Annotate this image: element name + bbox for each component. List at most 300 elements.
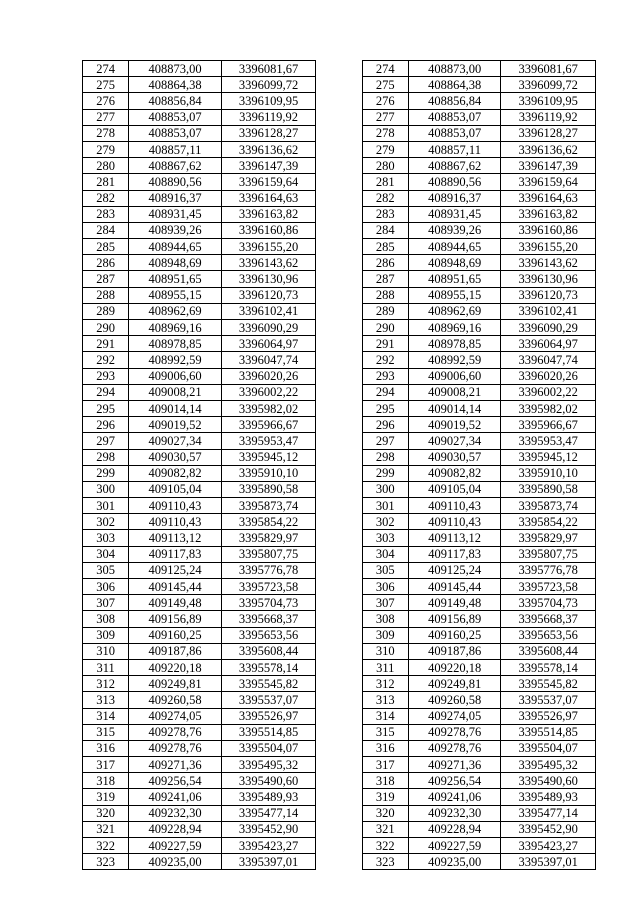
right-x-coordinate-cell: 409105,04 <box>408 481 501 497</box>
left-x-coordinate-cell: 409260,58 <box>129 692 222 708</box>
left-y-coordinate-cell: 3396136,62 <box>221 141 316 157</box>
right-y-coordinate-cell: 3395545,82 <box>501 676 596 692</box>
table-row <box>83 255 596 271</box>
left-x-coordinate-cell: 409241,06 <box>129 789 222 805</box>
table-row <box>83 336 596 352</box>
right-y-coordinate-cell: 3396143,62 <box>501 255 596 271</box>
right-x-coordinate-cell: 409260,58 <box>408 692 501 708</box>
right-y-coordinate-cell: 3395945,12 <box>501 449 596 465</box>
right-y-coordinate-cell: 3396164,63 <box>501 190 596 206</box>
spacer-cell <box>316 595 362 611</box>
table-row <box>83 465 596 481</box>
left-x-coordinate-cell: 408962,69 <box>129 303 222 319</box>
spacer-cell <box>316 384 362 400</box>
right-y-coordinate-cell: 3395477,14 <box>501 805 596 821</box>
left-x-coordinate-cell: 408944,65 <box>129 239 222 255</box>
left-x-coordinate-cell: 409082,82 <box>129 465 222 481</box>
right-y-coordinate-cell: 3396102,41 <box>501 303 596 319</box>
left-y-coordinate-cell: 3395537,07 <box>221 692 316 708</box>
left-x-coordinate-cell: 409117,83 <box>129 546 222 562</box>
spacer-cell <box>316 627 362 643</box>
left-y-coordinate-cell: 3395653,56 <box>221 627 316 643</box>
left-x-coordinate-cell: 409145,44 <box>129 579 222 595</box>
right-point-number-cell: 298 <box>362 449 408 465</box>
right-point-number-cell: 313 <box>362 692 408 708</box>
left-y-coordinate-cell: 3395514,85 <box>221 724 316 740</box>
left-y-coordinate-cell: 3396047,74 <box>221 352 316 368</box>
table-row <box>83 838 596 854</box>
right-x-coordinate-cell: 408916,37 <box>408 190 501 206</box>
right-point-number-cell: 317 <box>362 757 408 773</box>
left-point-number-cell: 299 <box>83 465 129 481</box>
right-y-coordinate-cell: 3396136,62 <box>501 141 596 157</box>
left-y-coordinate-cell: 3395397,01 <box>221 854 316 870</box>
left-x-coordinate-cell: 408916,37 <box>129 190 222 206</box>
spacer-cell <box>316 676 362 692</box>
left-point-number-cell: 291 <box>83 336 129 352</box>
right-point-number-cell: 319 <box>362 789 408 805</box>
table-row <box>83 514 596 530</box>
left-y-coordinate-cell: 3396119,92 <box>221 109 316 125</box>
left-point-number-cell: 283 <box>83 206 129 222</box>
right-y-coordinate-cell: 3395452,90 <box>501 821 596 837</box>
left-x-coordinate-cell: 409149,48 <box>129 595 222 611</box>
right-point-number-cell: 308 <box>362 611 408 627</box>
spacer-cell <box>316 61 362 77</box>
spacer-cell <box>316 659 362 675</box>
left-y-coordinate-cell: 3396120,73 <box>221 287 316 303</box>
right-point-number-cell: 276 <box>362 93 408 109</box>
table-row <box>83 206 596 222</box>
left-x-coordinate-cell: 408992,59 <box>129 352 222 368</box>
left-x-coordinate-cell: 409027,34 <box>129 433 222 449</box>
left-x-coordinate-cell: 409113,12 <box>129 530 222 546</box>
left-point-number-cell: 288 <box>83 287 129 303</box>
spacer-cell <box>316 643 362 659</box>
spacer-cell <box>316 740 362 756</box>
right-point-number-cell: 323 <box>362 854 408 870</box>
left-y-coordinate-cell: 3395723,58 <box>221 579 316 595</box>
spacer-cell <box>316 530 362 546</box>
left-x-coordinate-cell: 409030,57 <box>129 449 222 465</box>
left-point-number-cell: 286 <box>83 255 129 271</box>
right-y-coordinate-cell: 3395873,74 <box>501 498 596 514</box>
right-point-number-cell: 321 <box>362 821 408 837</box>
right-x-coordinate-cell: 408939,26 <box>408 222 501 238</box>
right-x-coordinate-cell: 409030,57 <box>408 449 501 465</box>
left-point-number-cell: 314 <box>83 708 129 724</box>
spacer-cell <box>316 514 362 530</box>
right-x-coordinate-cell: 408978,85 <box>408 336 501 352</box>
right-point-number-cell: 288 <box>362 287 408 303</box>
right-x-coordinate-cell: 409145,44 <box>408 579 501 595</box>
left-point-number-cell: 274 <box>83 61 129 77</box>
right-y-coordinate-cell: 3395953,47 <box>501 433 596 449</box>
left-point-number-cell: 305 <box>83 562 129 578</box>
right-point-number-cell: 278 <box>362 125 408 141</box>
spacer-cell <box>316 465 362 481</box>
left-x-coordinate-cell: 409232,30 <box>129 805 222 821</box>
right-point-number-cell: 304 <box>362 546 408 562</box>
left-point-number-cell: 306 <box>83 579 129 595</box>
spacer-cell <box>316 190 362 206</box>
left-x-coordinate-cell: 408955,15 <box>129 287 222 303</box>
right-y-coordinate-cell: 3396090,29 <box>501 320 596 336</box>
right-x-coordinate-cell: 409232,30 <box>408 805 501 821</box>
right-x-coordinate-cell: 409082,82 <box>408 465 501 481</box>
right-x-coordinate-cell: 409241,06 <box>408 789 501 805</box>
spacer-cell <box>316 255 362 271</box>
table-row <box>83 125 596 141</box>
right-x-coordinate-cell: 409160,25 <box>408 627 501 643</box>
left-point-number-cell: 322 <box>83 838 129 854</box>
left-point-number-cell: 285 <box>83 239 129 255</box>
right-y-coordinate-cell: 3395495,32 <box>501 757 596 773</box>
table-row <box>83 595 596 611</box>
left-point-number-cell: 307 <box>83 595 129 611</box>
right-y-coordinate-cell: 3395653,56 <box>501 627 596 643</box>
left-x-coordinate-cell: 409249,81 <box>129 676 222 692</box>
right-x-coordinate-cell: 409227,59 <box>408 838 501 854</box>
right-point-number-cell: 283 <box>362 206 408 222</box>
right-point-number-cell: 296 <box>362 417 408 433</box>
right-x-coordinate-cell: 408873,00 <box>408 61 501 77</box>
left-point-number-cell: 316 <box>83 740 129 756</box>
left-point-number-cell: 275 <box>83 77 129 93</box>
right-x-coordinate-cell: 409271,36 <box>408 757 501 773</box>
left-point-number-cell: 284 <box>83 222 129 238</box>
left-y-coordinate-cell: 3395910,10 <box>221 465 316 481</box>
spacer-cell <box>316 77 362 93</box>
table-row <box>83 676 596 692</box>
left-point-number-cell: 287 <box>83 271 129 287</box>
left-x-coordinate-cell: 409228,94 <box>129 821 222 837</box>
right-y-coordinate-cell: 3396002,22 <box>501 384 596 400</box>
right-point-number-cell: 297 <box>362 433 408 449</box>
right-x-coordinate-cell: 408944,65 <box>408 239 501 255</box>
left-y-coordinate-cell: 3396155,20 <box>221 239 316 255</box>
right-y-coordinate-cell: 3396120,73 <box>501 287 596 303</box>
left-point-number-cell: 280 <box>83 158 129 174</box>
right-x-coordinate-cell: 408864,38 <box>408 77 501 93</box>
left-x-coordinate-cell: 408948,69 <box>129 255 222 271</box>
table-row <box>83 611 596 627</box>
left-point-number-cell: 281 <box>83 174 129 190</box>
left-x-coordinate-cell: 409105,04 <box>129 481 222 497</box>
right-x-coordinate-cell: 409027,34 <box>408 433 501 449</box>
right-x-coordinate-cell: 409110,43 <box>408 514 501 530</box>
right-y-coordinate-cell: 3395608,44 <box>501 643 596 659</box>
right-point-number-cell: 306 <box>362 579 408 595</box>
spacer-cell <box>316 141 362 157</box>
left-x-coordinate-cell: 409235,00 <box>129 854 222 870</box>
left-y-coordinate-cell: 3396090,29 <box>221 320 316 336</box>
left-point-number-cell: 313 <box>83 692 129 708</box>
left-y-coordinate-cell: 3396020,26 <box>221 368 316 384</box>
right-point-number-cell: 290 <box>362 320 408 336</box>
table-row <box>83 174 596 190</box>
left-y-coordinate-cell: 3396159,64 <box>221 174 316 190</box>
left-point-number-cell: 320 <box>83 805 129 821</box>
right-x-coordinate-cell: 409256,54 <box>408 773 501 789</box>
right-point-number-cell: 316 <box>362 740 408 756</box>
left-y-coordinate-cell: 3395854,22 <box>221 514 316 530</box>
left-x-coordinate-cell: 409110,43 <box>129 514 222 530</box>
right-point-number-cell: 300 <box>362 481 408 497</box>
left-y-coordinate-cell: 3395545,82 <box>221 676 316 692</box>
table-row <box>83 93 596 109</box>
right-x-coordinate-cell: 409278,76 <box>408 724 501 740</box>
left-x-coordinate-cell: 408951,65 <box>129 271 222 287</box>
right-y-coordinate-cell: 3396147,39 <box>501 158 596 174</box>
right-point-number-cell: 279 <box>362 141 408 157</box>
table-row <box>83 821 596 837</box>
left-point-number-cell: 318 <box>83 773 129 789</box>
right-x-coordinate-cell: 409014,14 <box>408 400 501 416</box>
left-x-coordinate-cell: 409256,54 <box>129 773 222 789</box>
right-y-coordinate-cell: 3396099,72 <box>501 77 596 93</box>
right-x-coordinate-cell: 408867,62 <box>408 158 501 174</box>
table-row <box>83 400 596 416</box>
right-point-number-cell: 287 <box>362 271 408 287</box>
left-y-coordinate-cell: 3395423,27 <box>221 838 316 854</box>
left-y-coordinate-cell: 3395982,02 <box>221 400 316 416</box>
right-y-coordinate-cell: 3396163,82 <box>501 206 596 222</box>
right-point-number-cell: 299 <box>362 465 408 481</box>
left-y-coordinate-cell: 3395608,44 <box>221 643 316 659</box>
left-x-coordinate-cell: 409125,24 <box>129 562 222 578</box>
table-row <box>83 481 596 497</box>
spacer-cell <box>316 206 362 222</box>
spacer-cell <box>316 789 362 805</box>
left-y-coordinate-cell: 3395953,47 <box>221 433 316 449</box>
left-y-coordinate-cell: 3395490,60 <box>221 773 316 789</box>
right-point-number-cell: 293 <box>362 368 408 384</box>
right-point-number-cell: 301 <box>362 498 408 514</box>
spacer-cell <box>316 320 362 336</box>
table-row <box>83 854 596 870</box>
right-y-coordinate-cell: 3396128,27 <box>501 125 596 141</box>
left-x-coordinate-cell: 408890,56 <box>129 174 222 190</box>
right-y-coordinate-cell: 3395489,93 <box>501 789 596 805</box>
left-y-coordinate-cell: 3395578,14 <box>221 659 316 675</box>
right-point-number-cell: 314 <box>362 708 408 724</box>
table-row <box>83 789 596 805</box>
right-x-coordinate-cell: 409235,00 <box>408 854 501 870</box>
spacer-cell <box>316 158 362 174</box>
left-x-coordinate-cell: 409271,36 <box>129 757 222 773</box>
right-point-number-cell: 303 <box>362 530 408 546</box>
spacer-cell <box>316 805 362 821</box>
left-y-coordinate-cell: 3395776,78 <box>221 562 316 578</box>
left-x-coordinate-cell: 408978,85 <box>129 336 222 352</box>
spacer-cell <box>316 579 362 595</box>
right-y-coordinate-cell: 3395490,60 <box>501 773 596 789</box>
spacer-cell <box>316 417 362 433</box>
table-row <box>83 724 596 740</box>
left-point-number-cell: 304 <box>83 546 129 562</box>
right-point-number-cell: 289 <box>362 303 408 319</box>
left-x-coordinate-cell: 409187,86 <box>129 643 222 659</box>
left-x-coordinate-cell: 409278,76 <box>129 724 222 740</box>
right-y-coordinate-cell: 3395578,14 <box>501 659 596 675</box>
left-point-number-cell: 293 <box>83 368 129 384</box>
right-y-coordinate-cell: 3395982,02 <box>501 400 596 416</box>
spacer-cell <box>316 498 362 514</box>
right-x-coordinate-cell: 409008,21 <box>408 384 501 400</box>
left-y-coordinate-cell: 3396128,27 <box>221 125 316 141</box>
table-row <box>83 190 596 206</box>
left-x-coordinate-cell: 409278,76 <box>129 740 222 756</box>
left-x-coordinate-cell: 408856,84 <box>129 93 222 109</box>
table-row <box>83 239 596 255</box>
left-y-coordinate-cell: 3395873,74 <box>221 498 316 514</box>
left-point-number-cell: 302 <box>83 514 129 530</box>
left-point-number-cell: 296 <box>83 417 129 433</box>
table-row <box>83 627 596 643</box>
left-x-coordinate-cell: 408853,07 <box>129 109 222 125</box>
right-point-number-cell: 295 <box>362 400 408 416</box>
left-x-coordinate-cell: 409156,89 <box>129 611 222 627</box>
table-row <box>83 449 596 465</box>
right-y-coordinate-cell: 3396119,92 <box>501 109 596 125</box>
left-y-coordinate-cell: 3395526,97 <box>221 708 316 724</box>
right-y-coordinate-cell: 3396130,96 <box>501 271 596 287</box>
left-y-coordinate-cell: 3396081,67 <box>221 61 316 77</box>
left-y-coordinate-cell: 3396164,63 <box>221 190 316 206</box>
spacer-cell <box>316 222 362 238</box>
right-x-coordinate-cell: 409149,48 <box>408 595 501 611</box>
left-y-coordinate-cell: 3395495,32 <box>221 757 316 773</box>
left-y-coordinate-cell: 3396147,39 <box>221 158 316 174</box>
right-x-coordinate-cell: 409019,52 <box>408 417 501 433</box>
right-point-number-cell: 310 <box>362 643 408 659</box>
left-y-coordinate-cell: 3396064,97 <box>221 336 316 352</box>
right-x-coordinate-cell: 408853,07 <box>408 109 501 125</box>
spacer-cell <box>316 271 362 287</box>
right-y-coordinate-cell: 3395776,78 <box>501 562 596 578</box>
right-y-coordinate-cell: 3395854,22 <box>501 514 596 530</box>
table-row <box>83 546 596 562</box>
left-point-number-cell: 309 <box>83 627 129 643</box>
left-point-number-cell: 323 <box>83 854 129 870</box>
right-x-coordinate-cell: 408856,84 <box>408 93 501 109</box>
spacer-cell <box>316 757 362 773</box>
right-point-number-cell: 275 <box>362 77 408 93</box>
right-x-coordinate-cell: 409110,43 <box>408 498 501 514</box>
left-y-coordinate-cell: 3395452,90 <box>221 821 316 837</box>
table-row <box>83 158 596 174</box>
left-point-number-cell: 298 <box>83 449 129 465</box>
right-point-number-cell: 311 <box>362 659 408 675</box>
table-row <box>83 141 596 157</box>
left-x-coordinate-cell: 408853,07 <box>129 125 222 141</box>
spacer-cell <box>316 400 362 416</box>
left-x-coordinate-cell: 408864,38 <box>129 77 222 93</box>
spacer-cell <box>316 336 362 352</box>
table-row <box>83 271 596 287</box>
left-x-coordinate-cell: 409110,43 <box>129 498 222 514</box>
right-x-coordinate-cell: 408890,56 <box>408 174 501 190</box>
left-point-number-cell: 289 <box>83 303 129 319</box>
table-row <box>83 498 596 514</box>
table-row <box>83 692 596 708</box>
left-y-coordinate-cell: 3396002,22 <box>221 384 316 400</box>
left-y-coordinate-cell: 3395704,73 <box>221 595 316 611</box>
left-point-number-cell: 290 <box>83 320 129 336</box>
right-x-coordinate-cell: 409220,18 <box>408 659 501 675</box>
left-point-number-cell: 295 <box>83 400 129 416</box>
right-y-coordinate-cell: 3396160,86 <box>501 222 596 238</box>
table-row <box>83 320 596 336</box>
right-y-coordinate-cell: 3396155,20 <box>501 239 596 255</box>
spacer-cell <box>316 93 362 109</box>
spacer-cell <box>316 708 362 724</box>
left-point-number-cell: 282 <box>83 190 129 206</box>
left-x-coordinate-cell: 408857,11 <box>129 141 222 157</box>
right-point-number-cell: 322 <box>362 838 408 854</box>
right-point-number-cell: 305 <box>362 562 408 578</box>
coordinates-table <box>82 60 596 870</box>
spacer-cell <box>316 481 362 497</box>
left-x-coordinate-cell: 408873,00 <box>129 61 222 77</box>
table-row <box>83 530 596 546</box>
right-y-coordinate-cell: 3396020,26 <box>501 368 596 384</box>
left-y-coordinate-cell: 3396130,96 <box>221 271 316 287</box>
left-x-coordinate-cell: 409274,05 <box>129 708 222 724</box>
left-point-number-cell: 308 <box>83 611 129 627</box>
table-row <box>83 579 596 595</box>
table-row <box>83 222 596 238</box>
right-point-number-cell: 285 <box>362 239 408 255</box>
left-point-number-cell: 294 <box>83 384 129 400</box>
spacer-cell <box>316 611 362 627</box>
right-point-number-cell: 294 <box>362 384 408 400</box>
spacer-cell <box>316 352 362 368</box>
left-point-number-cell: 303 <box>83 530 129 546</box>
table-row <box>83 562 596 578</box>
table-row <box>83 659 596 675</box>
left-point-number-cell: 315 <box>83 724 129 740</box>
table-row <box>83 740 596 756</box>
right-y-coordinate-cell: 3395704,73 <box>501 595 596 611</box>
right-y-coordinate-cell: 3395966,67 <box>501 417 596 433</box>
right-y-coordinate-cell: 3396064,97 <box>501 336 596 352</box>
right-point-number-cell: 274 <box>362 61 408 77</box>
spacer-cell <box>316 838 362 854</box>
right-point-number-cell: 284 <box>362 222 408 238</box>
right-x-coordinate-cell: 409228,94 <box>408 821 501 837</box>
left-point-number-cell: 300 <box>83 481 129 497</box>
right-x-coordinate-cell: 408962,69 <box>408 303 501 319</box>
right-point-number-cell: 315 <box>362 724 408 740</box>
spacer-cell <box>316 125 362 141</box>
table-row <box>83 61 596 77</box>
spacer-cell <box>316 724 362 740</box>
left-point-number-cell: 311 <box>83 659 129 675</box>
left-y-coordinate-cell: 3395829,97 <box>221 530 316 546</box>
left-y-coordinate-cell: 3396160,86 <box>221 222 316 238</box>
right-x-coordinate-cell: 408955,15 <box>408 287 501 303</box>
right-y-coordinate-cell: 3395423,27 <box>501 838 596 854</box>
right-point-number-cell: 318 <box>362 773 408 789</box>
right-x-coordinate-cell: 408931,45 <box>408 206 501 222</box>
left-y-coordinate-cell: 3395966,67 <box>221 417 316 433</box>
spacer-cell <box>316 174 362 190</box>
table-row <box>83 773 596 789</box>
right-y-coordinate-cell: 3395514,85 <box>501 724 596 740</box>
left-x-coordinate-cell: 408867,62 <box>129 158 222 174</box>
